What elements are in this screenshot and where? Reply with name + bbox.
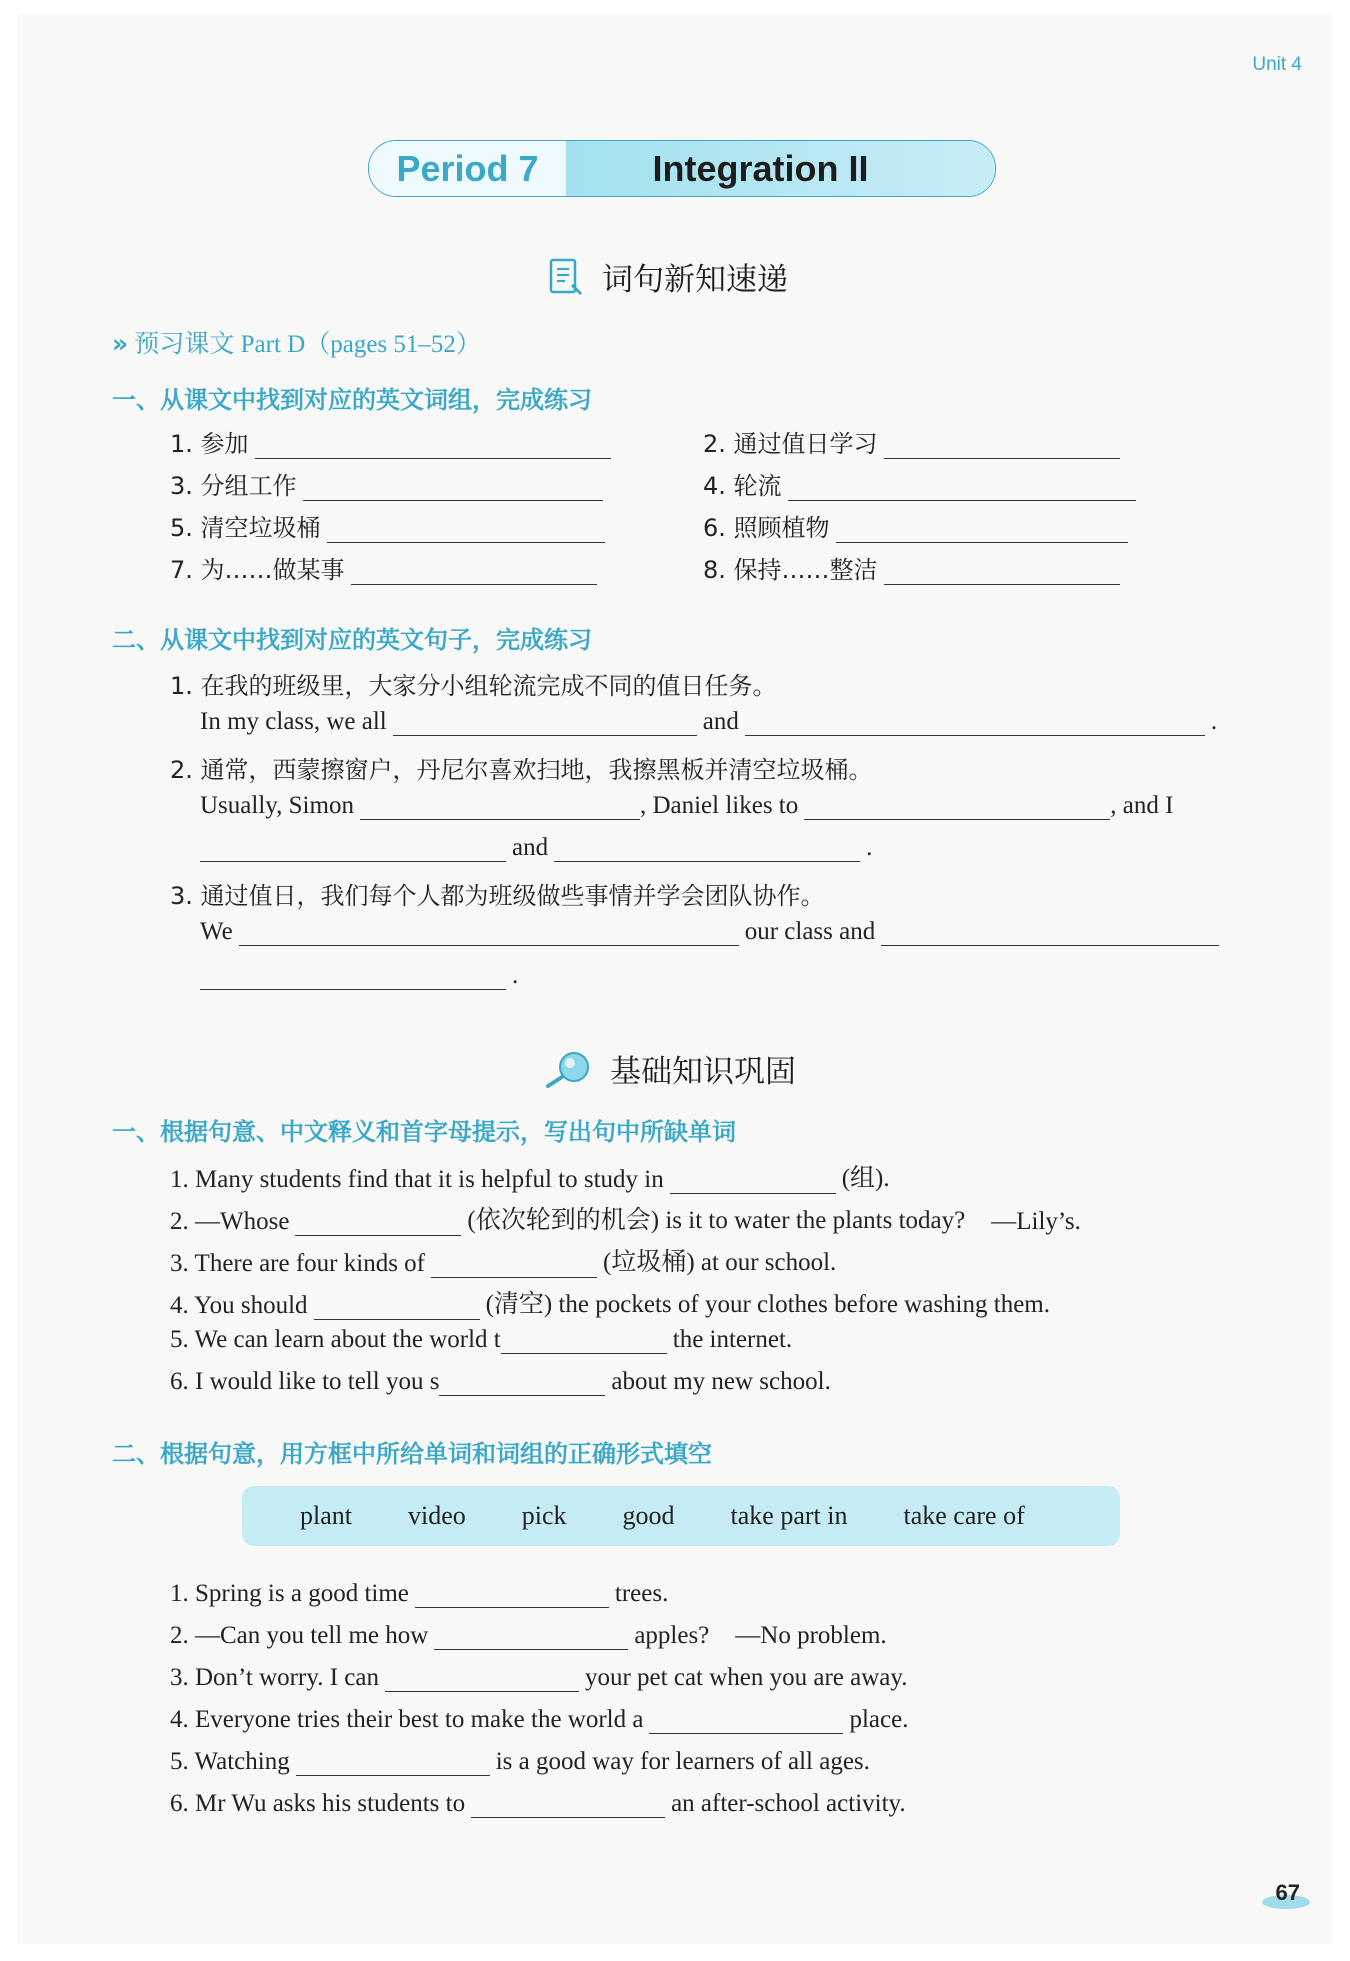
part-heading: 二、根据句意，用方框中所给单词和词组的正确形式填空 <box>112 1440 712 1468</box>
answer-blank[interactable] <box>745 711 1205 736</box>
answer-blank[interactable] <box>200 965 506 990</box>
list-item <box>170 550 603 585</box>
item-label: 7. 为……做某事 <box>170 556 345 584</box>
word-bank-item: take care of <box>903 1501 1025 1530</box>
sentence-cn <box>170 750 873 785</box>
sentence-text: trees. <box>614 1580 669 1607</box>
sentence-text: —No problem. <box>735 1622 887 1649</box>
sentence-text: and <box>702 708 739 735</box>
sentence-text: 2. —Can you tell me how <box>170 1622 429 1649</box>
sentence-text: your pet cat when you are away. <box>584 1664 908 1691</box>
item-label: 3. 分组工作 <box>170 472 297 500</box>
sentence-en <box>200 708 1217 736</box>
list-item <box>170 508 611 543</box>
lesson-title: Integration II <box>566 141 995 196</box>
sentence-text: We <box>200 918 233 945</box>
sentence-en <box>200 792 1173 820</box>
sentence-text: 1. Many students find that it is helpful to study in <box>170 1166 664 1193</box>
sentence-text: 2. 通常，西蒙擦窗户，丹尼尔喜欢扫地，我擦黑板并清空垃圾桶。 <box>170 756 873 784</box>
list-item <box>170 424 617 459</box>
word-bank-item: good <box>622 1501 675 1530</box>
sentence-text: and <box>512 834 549 861</box>
sentence-text: . <box>1210 708 1218 735</box>
answer-blank[interactable] <box>884 560 1120 585</box>
answer-blank[interactable] <box>351 560 597 585</box>
sentence-en <box>200 918 1225 946</box>
sentence-text: place. <box>849 1706 909 1733</box>
sentence-text: 3. Don’t worry. I can <box>170 1664 379 1691</box>
answer-blank[interactable] <box>296 1751 490 1776</box>
sentence-text: about my new school. <box>611 1368 831 1395</box>
sentence-text: 5. Watching <box>170 1748 290 1775</box>
answer-blank[interactable] <box>881 921 1219 946</box>
sentence-cn <box>170 666 777 701</box>
sentence-text: 3. There are four kinds of <box>170 1250 426 1277</box>
sentence-text: 1. Spring is a good time <box>170 1580 409 1607</box>
answer-blank[interactable] <box>255 434 611 459</box>
section-title: 基础知识巩固 <box>610 1054 796 1090</box>
sentence-text: 4. Everyone tries their best to make the world a <box>170 1706 644 1733</box>
list-item <box>703 550 1126 585</box>
item-label: 2. 通过值日学习 <box>703 430 878 458</box>
list-item <box>170 466 609 501</box>
period-banner <box>368 140 996 197</box>
sentence-text: an after-school activity. <box>671 1790 906 1817</box>
item-label: 8. 保持……整洁 <box>703 556 878 584</box>
item-label: 5. 清空垃圾桶 <box>170 514 321 542</box>
sentence-text: our class and <box>744 918 876 945</box>
preview-text: 预习课文 Part D（pages 51–52） <box>134 331 481 358</box>
exercise-row <box>170 1368 831 1396</box>
word-bank-item: pick <box>521 1501 567 1530</box>
sentence-en <box>200 962 518 990</box>
part-heading: 一、根据句意、中文释义和首字母提示，写出句中所缺单词 <box>112 1118 736 1146</box>
sentence-text: , and I <box>1110 792 1174 819</box>
unit-label: Unit 4 <box>1252 54 1302 75</box>
sentence-text: (组). <box>841 1165 890 1192</box>
sentence-text: 1. 在我的班级里，大家分小组轮流完成不同的值日任务。 <box>170 672 777 700</box>
sentence-text: —Lily’s. <box>991 1208 1081 1235</box>
list-item <box>703 466 1142 501</box>
exercise-row <box>170 1706 908 1734</box>
answer-blank[interactable] <box>200 837 506 862</box>
sentence-text: 2. —Whose <box>170 1208 290 1235</box>
answer-blank[interactable] <box>554 837 860 862</box>
answer-blank[interactable] <box>670 1169 836 1194</box>
section-header-basics <box>544 1046 796 1091</box>
sentence-en <box>200 834 872 862</box>
item-label: 4. 轮流 <box>703 472 782 500</box>
answer-blank[interactable] <box>385 1667 579 1692</box>
exercise-row <box>170 1580 668 1608</box>
exercise-row <box>170 1200 1081 1236</box>
sentence-text: 6. Mr Wu asks his students to <box>170 1790 466 1817</box>
exercise-row <box>170 1790 906 1818</box>
exercise-row <box>170 1242 836 1278</box>
answer-blank[interactable] <box>804 795 1110 820</box>
answer-blank[interactable] <box>884 434 1120 459</box>
double-chevron-icon: » <box>112 329 129 358</box>
sentence-text: (依次轮到的机会) is it to water the plants today? <box>467 1207 966 1234</box>
notebook-icon <box>548 257 584 297</box>
sentence-text: Usually, Simon <box>200 792 354 819</box>
period-label: Period 7 <box>369 141 566 196</box>
answer-blank[interactable] <box>431 1253 597 1278</box>
answer-blank[interactable] <box>393 711 697 736</box>
sentence-text: . <box>866 834 873 861</box>
word-bank <box>242 1486 1120 1546</box>
answer-blank[interactable] <box>434 1625 628 1650</box>
section-header-vocab <box>548 254 788 299</box>
answer-blank[interactable] <box>327 518 605 543</box>
sentence-text: In my class, we all <box>200 708 387 735</box>
answer-blank[interactable] <box>439 1371 605 1396</box>
sentence-cn <box>170 876 825 911</box>
sentence-text: apples? <box>634 1622 710 1649</box>
word-bank-item: video <box>408 1501 466 1530</box>
sentence-text: 5. We can learn about the world t <box>170 1326 501 1353</box>
part-heading: 一、从课文中找到对应的英文词组，完成练习 <box>112 386 592 414</box>
answer-blank[interactable] <box>415 1583 609 1608</box>
item-label: 1. 参加 <box>170 430 249 458</box>
answer-blank[interactable] <box>239 921 739 946</box>
answer-blank[interactable] <box>836 518 1128 543</box>
answer-blank[interactable] <box>471 1793 665 1818</box>
exercise-row <box>170 1284 1050 1320</box>
magnifier-icon <box>544 1049 592 1089</box>
answer-blank[interactable] <box>501 1329 667 1354</box>
section-title: 词句新知速递 <box>602 262 788 298</box>
answer-blank[interactable] <box>649 1709 843 1734</box>
sentence-text: 3. 通过值日，我们每个人都为班级做些事情并学会团队协作。 <box>170 882 825 910</box>
sentence-text: , Daniel likes to <box>639 792 799 819</box>
list-item <box>703 508 1134 543</box>
sentence-text: (垃圾桶) at our school. <box>603 1249 837 1276</box>
sentence-text: 6. I would like to tell you s <box>170 1368 440 1395</box>
answer-blank[interactable] <box>314 1295 480 1320</box>
exercise-row <box>170 1326 792 1354</box>
answer-blank[interactable] <box>788 476 1136 501</box>
word-bank-item: take part in <box>730 1501 848 1530</box>
answer-blank[interactable] <box>295 1211 461 1236</box>
word-bank-item: plant <box>300 1501 352 1530</box>
list-item <box>703 424 1126 459</box>
sentence-text: (清空) the pockets of your clothes before washing them. <box>485 1291 1050 1318</box>
part-heading: 二、从课文中找到对应的英文句子，完成练习 <box>112 626 592 654</box>
answer-blank[interactable] <box>360 795 640 820</box>
item-label: 6. 照顾植物 <box>703 514 830 542</box>
sentence-text: . <box>512 962 519 989</box>
exercise-row <box>170 1158 890 1194</box>
preview-line <box>112 324 481 360</box>
sentence-text: the internet. <box>672 1326 793 1353</box>
sentence-text: 4. You should <box>170 1292 308 1319</box>
exercise-row <box>170 1664 908 1692</box>
answer-blank[interactable] <box>303 476 603 501</box>
sentence-text: is a good way for learners of all ages. <box>495 1748 870 1775</box>
exercise-row <box>170 1748 870 1776</box>
page-number: 67 <box>1275 1880 1300 1905</box>
exercise-row <box>170 1622 887 1650</box>
